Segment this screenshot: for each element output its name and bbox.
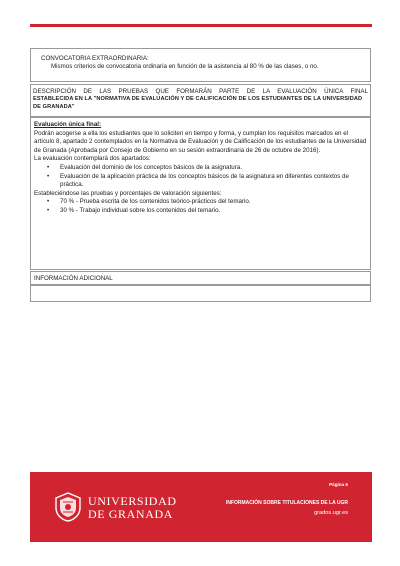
pruebas-intro: Estableciéndose las pruebas y porcentajes de valoración siguientes: [34,189,222,197]
info-adicional-header [30,271,371,285]
list-item: • 70 % - Prueba escrita de los contenidos teórico-prácticos del temario. [60,198,368,207]
info-adicional-title: INFORMACIÓN ADICIONAL [34,275,113,282]
convocatoria-text: Mismos criterios de convocatoria ordinaria en función de la asistencia al 80 % de las clases, o no. [51,63,319,70]
evaluacion-section [30,117,371,270]
header-rule [30,24,372,27]
footer-banner [30,472,372,542]
evaluacion-paragraph: Podrán acogerse a ella los estudiantes que lo soliciten en tiempo y forma, y cumplan los requisitos marcados en el artículo 8, apartado 2 contemplados en la Normativa de Evaluación y de Calificación de los estudiantes de la Universidad de Granada (Aprobada por Consejo de Gobierno en su sesión extraordinaria de 26 de octubre de 2016). [34,129,367,154]
descripcion-subheading: ESTABLECIDA EN LA "NORMATIVA DE EVALUACIÓN Y DE CALIFICACIÓN DE LOS ESTUDIANTES DE LA UNIVERSIDAD DE GRANADA" [33,96,363,110]
descripcion-section [30,84,371,117]
page-number: Página 6 [329,482,348,487]
apartados-list [34,164,368,190]
footer-website-link[interactable]: grados.ugr.es [314,510,348,516]
convocatoria-section [30,48,371,82]
pruebas-list [34,198,368,215]
evaluacion-title: Evaluación única final: [34,121,102,128]
list-item: • Evaluación del dominio de los conceptos básicos de la asignatura. [60,164,368,173]
evaluacion-intro: La evaluación contemplará dos apartados: [34,155,151,163]
info-adicional-body [30,285,371,302]
university-name-line2: DE GRANADA [88,507,173,521]
list-item: • 30 % - Trabajo individual sobre los contenidos del temario. [60,207,368,216]
convocatoria-title: CONVOCATORIA EXTRAORDINARIA: [41,55,149,62]
university-seal-icon [54,492,82,522]
descripcion-heading: DESCRIPCIÓN DE LAS PRUEBAS QUE FORMARÁN PARTE DE LA EVALUACIÓN ÚNICA FINAL [33,88,368,95]
list-item: • Evaluación de la aplicación práctica de los conceptos básicos de la asignatura en diferentes contextos de práctica. [60,173,368,190]
university-name-line1: UNIVERSIDAD [88,494,177,508]
footer-info-text: INFORMACIÓN SOBRE TITULACIONES DE LA UGR [225,500,348,506]
